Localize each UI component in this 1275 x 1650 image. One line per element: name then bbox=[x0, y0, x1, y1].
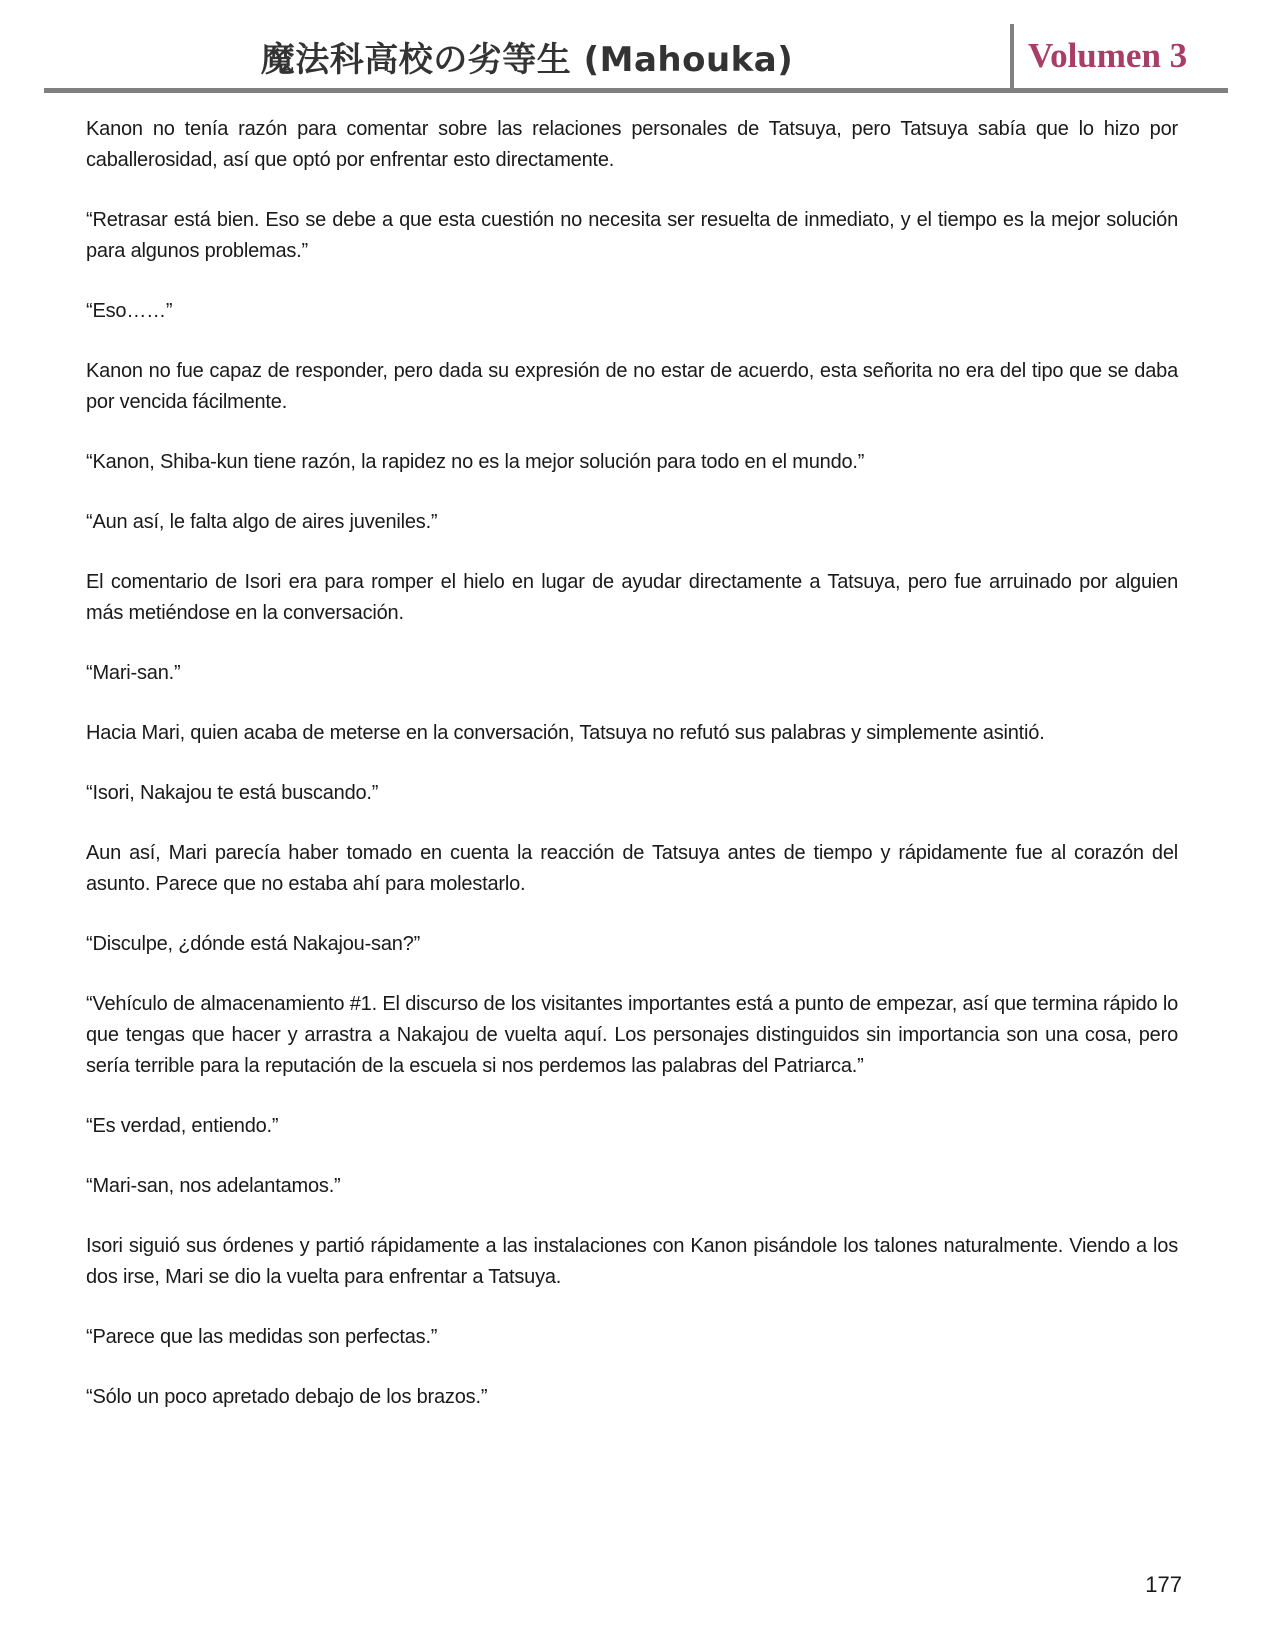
paragraph: “Isori, Nakajou te está buscando.” bbox=[86, 782, 379, 804]
page-body bbox=[86, 114, 1178, 1413]
page-footer bbox=[1145, 1572, 1182, 1598]
page-header bbox=[44, 0, 1228, 93]
book-title: 魔法科高校の劣等生 (Mahouka) bbox=[260, 39, 794, 80]
paragraph: Isori siguió sus órdenes y partió rápidamente a las instalaciones con Kanon pisándole los talones naturalmente. Viendo a los dos irse, Mari se dio la vuelta para enfrentar a Tatsuya. bbox=[86, 1235, 1178, 1288]
paragraph: Hacia Mari, quien acaba de meterse en la conversación, Tatsuya no refutó sus palabras y simplemente asintió. bbox=[86, 722, 1045, 744]
paragraph: “Sólo un poco apretado debajo de los brazos.” bbox=[86, 1386, 488, 1408]
paragraph: Kanon no tenía razón para comentar sobre las relaciones personales de Tatsuya, pero Tatsuya sabía que lo hizo por caballerosidad, así que optó por enfrentar esto directamente. bbox=[86, 118, 1178, 171]
paragraph: “Retrasar está bien. Eso se debe a que esta cuestión no necesita ser resuelta de inmediato, y el tiempo es la mejor solución para algunos problemas.” bbox=[86, 209, 1178, 262]
paragraph: “Disculpe, ¿dónde está Nakajou-san?” bbox=[86, 933, 421, 955]
paragraph: “Eso……” bbox=[86, 300, 173, 322]
volume-label: Volumen 3 bbox=[1028, 36, 1188, 75]
paragraph: “Parece que las medidas son perfectas.” bbox=[86, 1326, 438, 1348]
paragraph: “Es verdad, entiendo.” bbox=[86, 1115, 279, 1137]
paragraph: “Mari-san, nos adelantamos.” bbox=[86, 1175, 341, 1197]
header-rule bbox=[44, 88, 1228, 93]
paragraph: “Kanon, Shiba-kun tiene razón, la rapidez no es la mejor solución para todo en el mundo.” bbox=[86, 451, 865, 473]
volume-cell bbox=[1010, 24, 1228, 88]
paragraph: “Vehículo de almacenamiento #1. El discurso de los visitantes importantes está a punto de empezar, así que termina rápido lo que tengas que hacer y arrastra a Nakajou de vuelta aquí. Los personajes distinguidos sin importancia son una cosa, pero sería terrible para la reputación de la escuela si nos perdemos las palabras del Patriarca.” bbox=[86, 993, 1178, 1077]
header-row bbox=[44, 24, 1228, 88]
paragraph: “Mari-san.” bbox=[86, 662, 181, 684]
page-number: 177 bbox=[1145, 1572, 1182, 1597]
paragraph: Aun así, Mari parecía haber tomado en cuenta la reacción de Tatsuya antes de tiempo y rápidamente fue al corazón del asunto. Parece que no estaba ahí para molestarlo. bbox=[86, 842, 1178, 895]
paragraph: Kanon no fue capaz de responder, pero dada su expresión de no estar de acuerdo, esta señorita no era del tipo que se daba por vencida fácilmente. bbox=[86, 360, 1178, 413]
paragraph: “Aun así, le falta algo de aires juveniles.” bbox=[86, 511, 438, 533]
paragraph: El comentario de Isori era para romper el hielo en lugar de ayudar directamente a Tatsuya, pero fue arruinado por alguien más metiéndose en la conversación. bbox=[86, 571, 1178, 624]
